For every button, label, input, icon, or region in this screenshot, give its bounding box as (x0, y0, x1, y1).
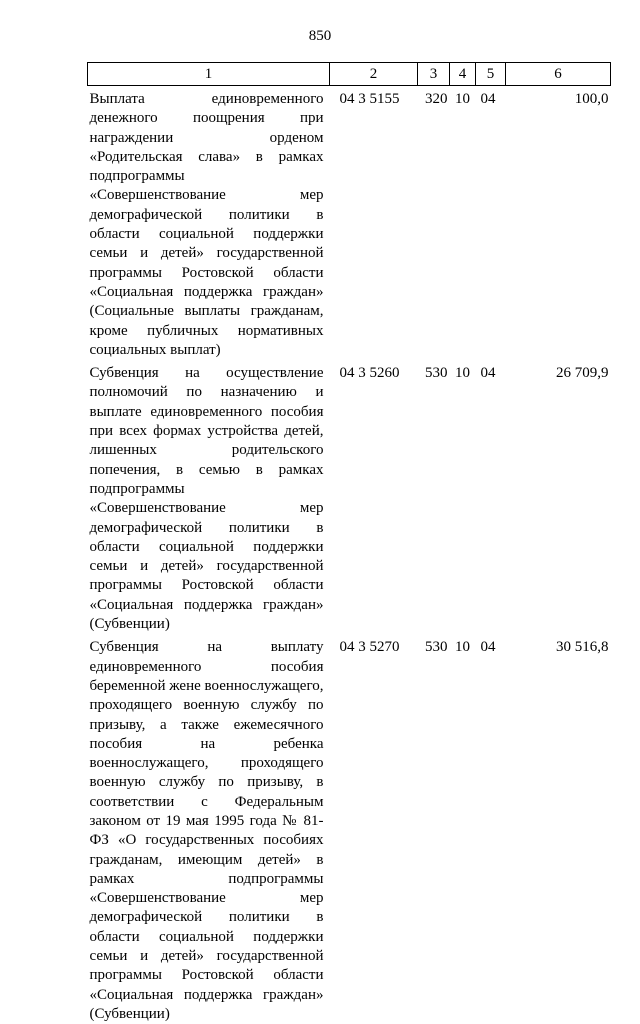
row-section: 10 (455, 91, 470, 107)
row-section: 10 (455, 365, 470, 382)
column-header: 1 (88, 63, 330, 86)
row-amount: 100,0 (574, 91, 609, 107)
table-row (88, 86, 611, 361)
row-amount: 30 516,8 (556, 639, 609, 656)
row-group: 530 (425, 639, 448, 656)
row-code: 04 3 5155 (339, 91, 400, 107)
row-subsection: 04 (480, 639, 496, 656)
row-group: 530 (425, 365, 448, 382)
row-subsection: 04 (480, 365, 496, 382)
column-header: 4 (450, 63, 476, 86)
table-row (88, 360, 611, 634)
row-code: 04 3 5260 (339, 365, 400, 382)
table-row (88, 634, 611, 1024)
header-row (88, 63, 611, 86)
column-header: 2 (330, 63, 418, 86)
column-header: 6 (506, 63, 611, 86)
row-subsection: 04 (480, 91, 496, 107)
budget-table (87, 62, 611, 1024)
row-code: 04 3 5270 (339, 639, 400, 656)
page-number: 850 (308, 28, 332, 44)
row-amount: 26 709,9 (556, 365, 609, 382)
row-description: Субвенция на выплату единовременного пособия беременной жене военнослужащего, проходящего военную службу по призыву, а также ежемесячного пособия на ребенка военнослужащего, проходящего военную службу по призыву, в соответствии с Федеральным законом от 19 мая 1995 года № 81-ФЗ «О государственных пособиях гражданам, имеющим детей» в рамках подпрограммы «Совершенствование мер демографической политики в области социальной поддержки семьи и детей» государственной программы Ростовской области «Социальная поддержка граждан» (Субвенции) (89, 639, 324, 1022)
row-group: 320 (425, 91, 448, 107)
row-section: 10 (455, 639, 470, 656)
column-header: 5 (476, 63, 506, 86)
row-description: Субвенция на осуществление полномочий по назначению и выплате единовременного пособия при всех формах устройства детей, лишенных родительского попечения, в семью в рамках подпрограммы «Совершенствование мер демографической политики в области социальной поддержки семьи и детей» государственной программы Ростовской области «Социальная поддержка граждан» (Субвенции) (89, 365, 324, 633)
column-header: 3 (418, 63, 450, 86)
row-description: Выплата единовременного денежного поощрения при награждении орденом «Родительская слава» в рамках подпрограммы «Совершенствование мер демографической политики в области социальной поддержки семьи и детей» государственной программы Ростовской области «Социальная поддержка граждан» (Социальные выплаты гражданам, кроме публичных нормативных социальных выплат) (89, 91, 324, 358)
